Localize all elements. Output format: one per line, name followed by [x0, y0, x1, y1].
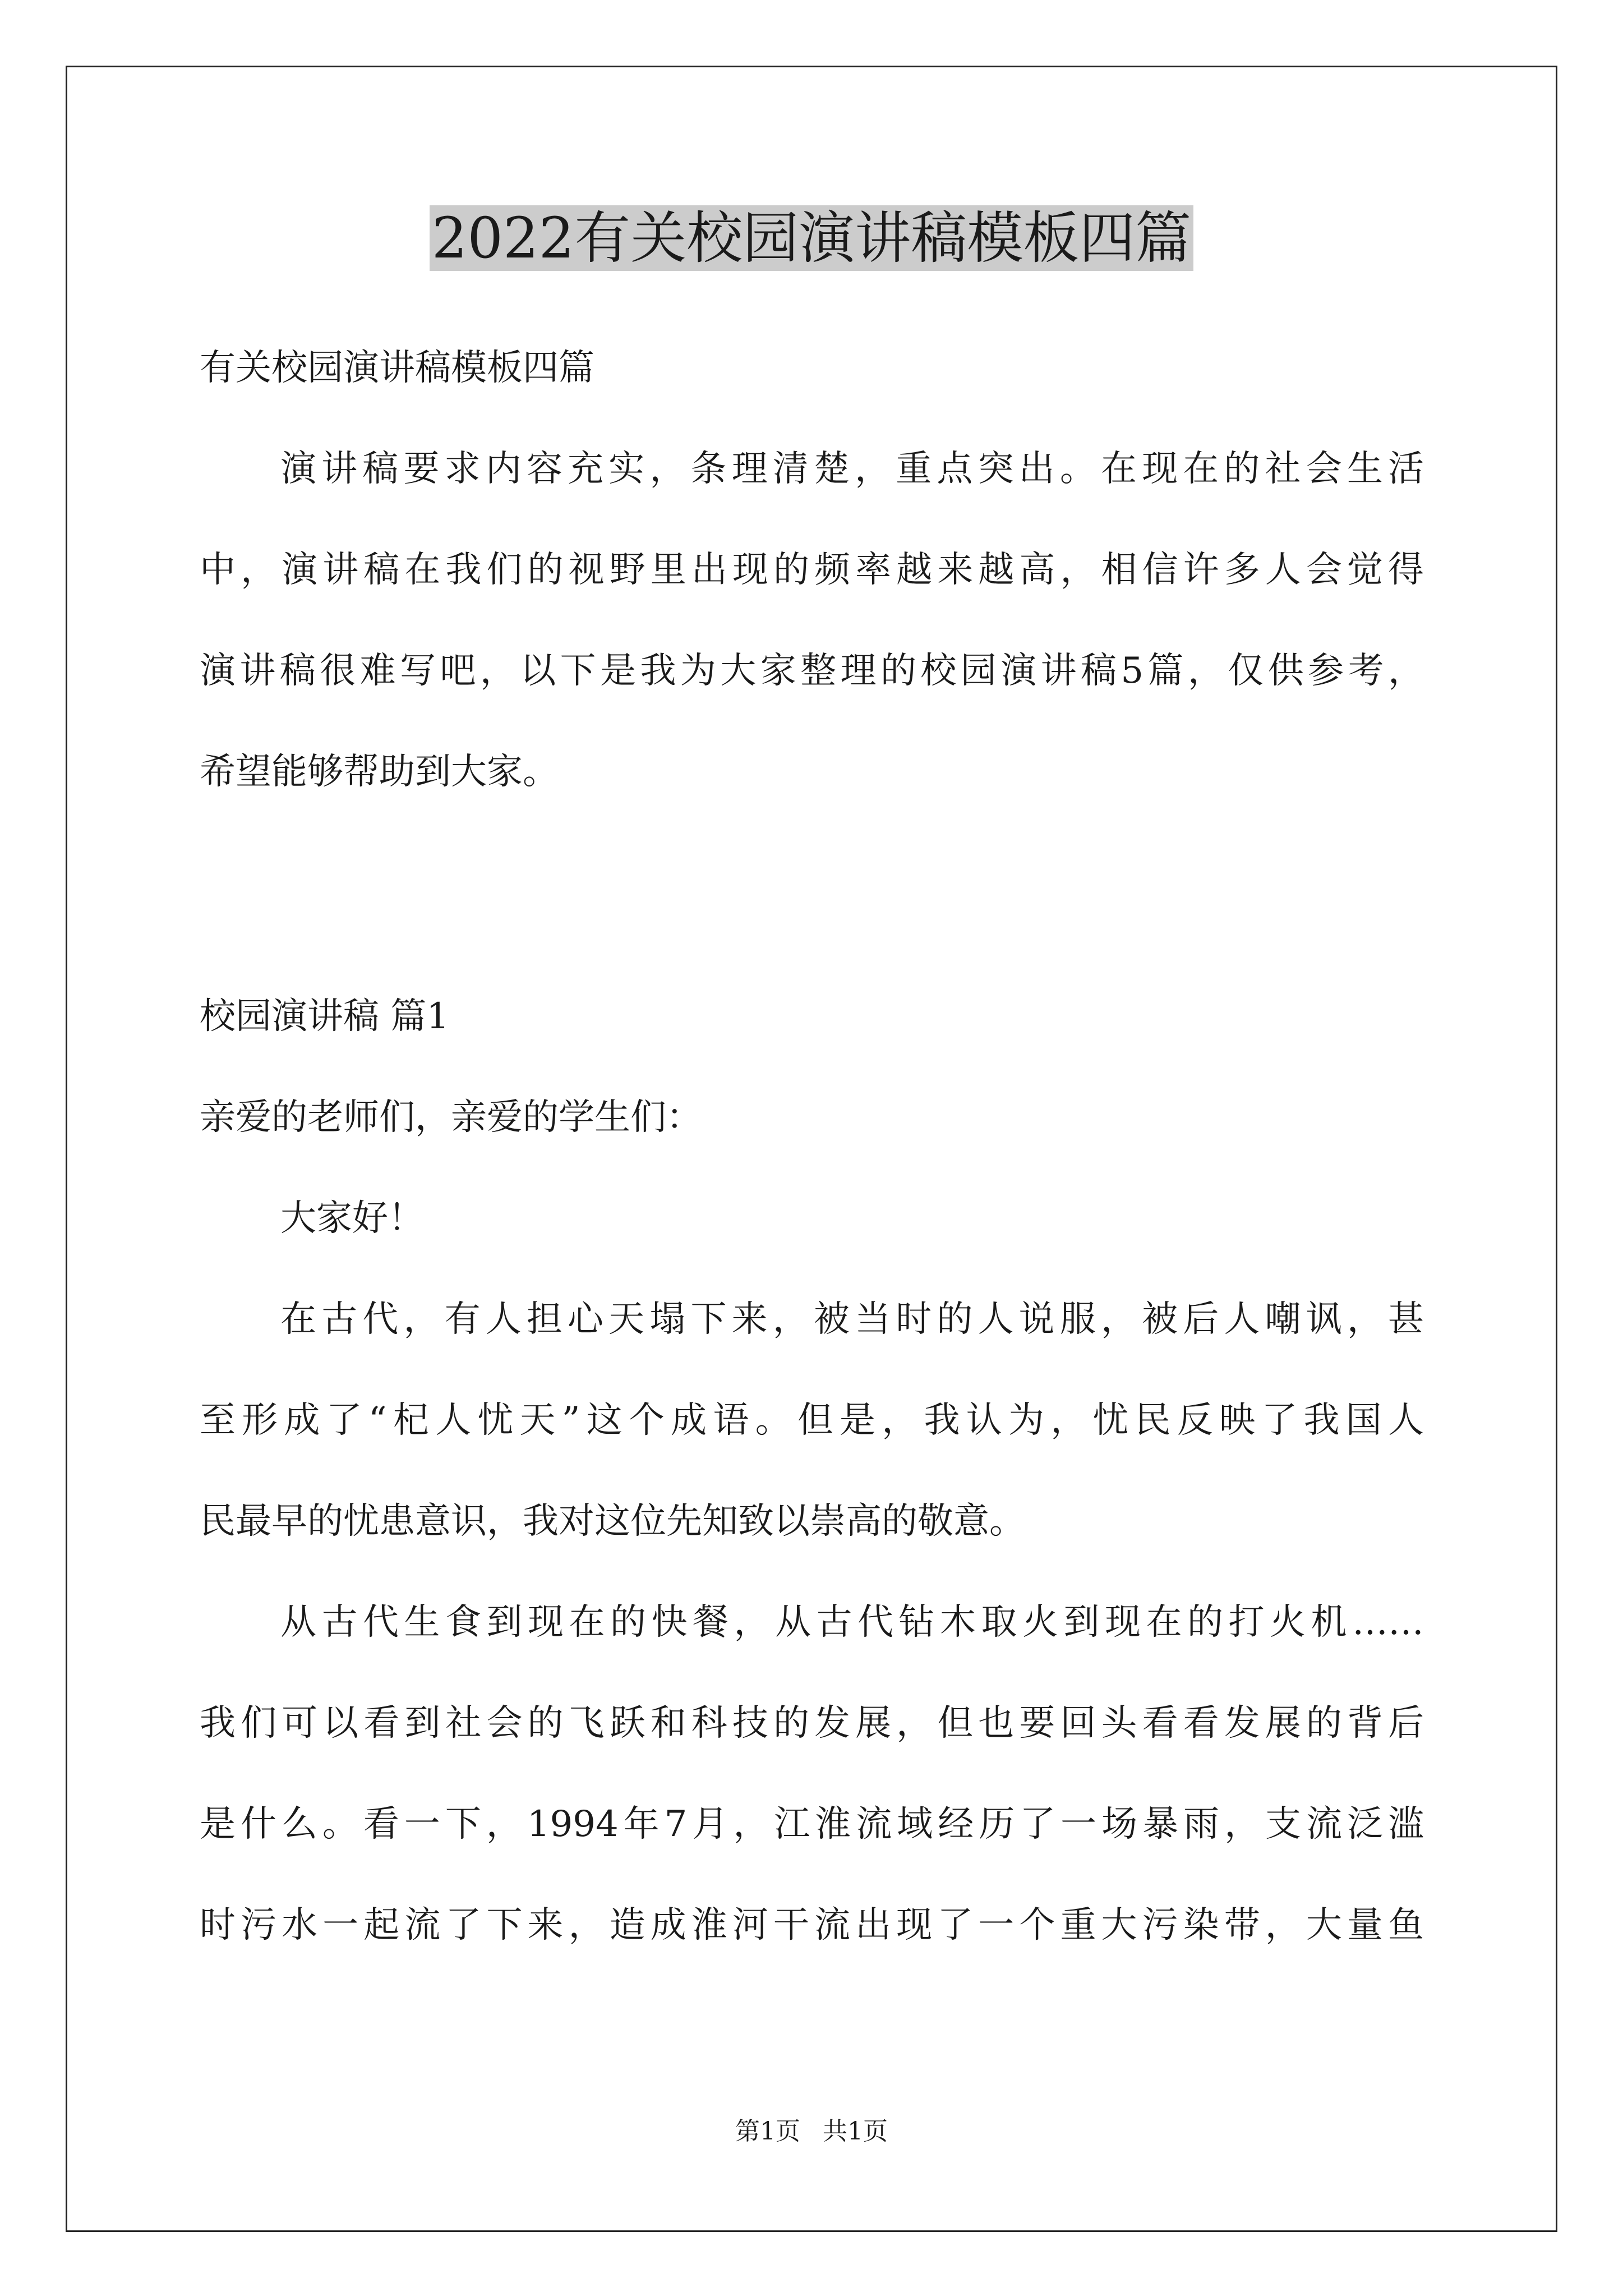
document-title	[0, 199, 1623, 278]
section-heading: 校园演讲稿 篇1	[200, 996, 450, 1037]
document-subtitle: 有关校园演讲稿模板四篇	[200, 347, 594, 389]
greeting: 大家好！	[280, 1198, 424, 1239]
intro-line-2: 中，演讲稿在我们的视野里出现的频率越来越高，相信许多人会觉得	[200, 549, 1424, 591]
intro-line-1: 演讲稿要求内容充实，条理清楚，重点突出。在现在的社会生活	[280, 448, 1424, 490]
salutation: 亲爱的老师们，亲爱的学生们：	[200, 1097, 702, 1138]
paragraph1-line-1: 在古代，有人担心天塌下来，被当时的人说服，被后人嘲讽，甚	[280, 1299, 1424, 1340]
intro-line-3: 演讲稿很难写吧，以下是我为大家整理的校园演讲稿5篇，仅供参考，	[200, 650, 1424, 692]
paragraph1-line-2: 至形成了“杞人忧天”这个成语。但是，我认为，忧民反映了我国人	[200, 1400, 1424, 1441]
paragraph2-line-1: 从古代生食到现在的快餐，从古代钻木取火到现在的打火机……	[280, 1602, 1424, 1643]
paragraph2-line-4: 时污水一起流了下来，造成淮河干流出现了一个重大污染带，大量鱼	[200, 1904, 1424, 1946]
paragraph2-line-3: 是什么。看一下，1994年7月，江淮流域经历了一场暴雨，支流泛滥	[200, 1803, 1424, 1845]
paragraph1-line-3: 民最早的忧患意识，我对这位先知致以崇高的敬意。	[200, 1501, 1025, 1542]
paragraph2-line-2: 我们可以看到社会的飞跃和科技的发展，但也要回头看看发展的背后	[200, 1703, 1424, 1744]
intro-line-4: 希望能够帮助到大家。	[200, 751, 559, 793]
page-footer	[0, 2115, 1623, 2148]
page-number-current: 第1页	[735, 2117, 800, 2146]
page-number-total: 共1页	[823, 2117, 888, 2146]
document-title-text: 2022有关校园演讲稿模板四篇	[430, 205, 1194, 271]
